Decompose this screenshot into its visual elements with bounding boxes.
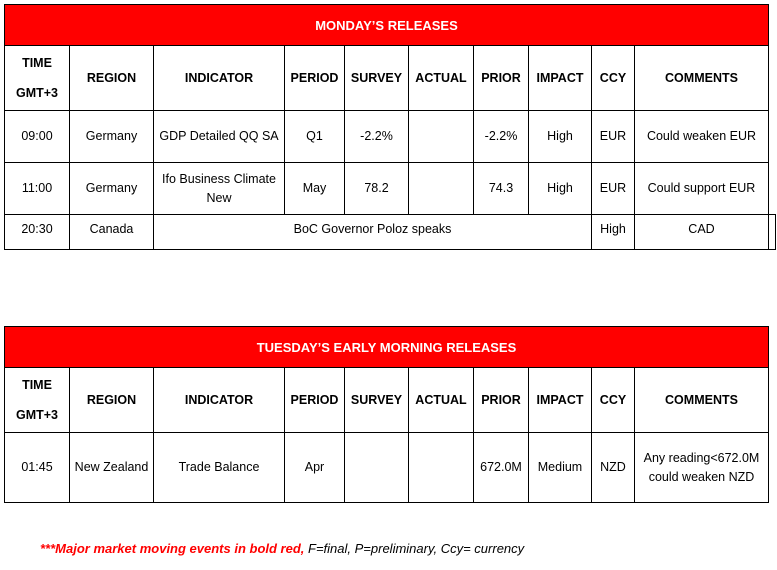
cell-ccy: CAD — [635, 215, 769, 250]
header-comments: COMMENTS — [635, 46, 769, 111]
cell-prior: 672.0M — [474, 433, 529, 503]
cell-time: 20:30 — [5, 215, 70, 250]
table-row — [5, 433, 769, 503]
cell-prior: 74.3 — [474, 163, 529, 215]
cell-impact: High — [529, 111, 592, 163]
cell-survey: 78.2 — [345, 163, 409, 215]
table-header-row — [5, 368, 769, 433]
footnote — [40, 541, 524, 556]
cell-actual — [409, 433, 474, 503]
header-period: PERIOD — [285, 368, 345, 433]
cell-comments: Any reading<672.0M could weaken NZD — [635, 433, 769, 503]
header-survey: SURVEY — [345, 368, 409, 433]
cell-comments — [769, 215, 776, 250]
table-row — [5, 111, 776, 163]
table-header-row — [5, 46, 776, 111]
cell-impact: Medium — [529, 433, 592, 503]
cell-region: Canada — [70, 215, 154, 250]
tuesday-title: TUESDAY’S EARLY MORNING RELEASES — [5, 327, 769, 368]
header-region: REGION — [70, 46, 154, 111]
cell-time: 11:00 — [5, 163, 70, 215]
cell-period: Q1 — [285, 111, 345, 163]
cell-ccy: EUR — [592, 163, 635, 215]
cell-region: Germany — [70, 163, 154, 215]
cell-prior: -2.2% — [474, 111, 529, 163]
header-time: TIME GMT+3 — [5, 46, 70, 111]
cell-actual — [409, 111, 474, 163]
cell-comments: Could weaken EUR — [635, 111, 769, 163]
table-row — [5, 215, 776, 250]
header-ccy: CCY — [592, 368, 635, 433]
header-period: PERIOD — [285, 46, 345, 111]
header-region: REGION — [70, 368, 154, 433]
cell-period: Apr — [285, 433, 345, 503]
header-actual: ACTUAL — [409, 46, 474, 111]
cell-time: 09:00 — [5, 111, 70, 163]
cell-indicator: GDP Detailed QQ SA — [154, 111, 285, 163]
header-actual: ACTUAL — [409, 368, 474, 433]
table-row — [5, 163, 776, 215]
monday-releases-table — [4, 4, 776, 250]
cell-time: 01:45 — [5, 433, 70, 503]
cell-ccy: NZD — [592, 433, 635, 503]
cell-survey — [345, 433, 409, 503]
header-time: TIME GMT+3 — [5, 368, 70, 433]
cell-region: Germany — [70, 111, 154, 163]
cell-impact: High — [529, 163, 592, 215]
cell-ccy: EUR — [592, 111, 635, 163]
header-prior: PRIOR — [474, 46, 529, 111]
header-ccy: CCY — [592, 46, 635, 111]
header-survey: SURVEY — [345, 46, 409, 111]
cell-impact: High — [592, 215, 635, 250]
tuesday-releases-table — [4, 326, 769, 503]
monday-title: MONDAY’S RELEASES — [5, 5, 769, 46]
header-indicator: INDICATOR — [154, 368, 285, 433]
cell-survey: -2.2% — [345, 111, 409, 163]
footnote-text: F=final, P=preliminary, Ccy= currency — [304, 541, 525, 556]
cell-region: New Zealand — [70, 433, 154, 503]
cell-indicator: Trade Balance — [154, 433, 285, 503]
header-impact: IMPACT — [529, 368, 592, 433]
cell-period: May — [285, 163, 345, 215]
cell-indicator: BoC Governor Poloz speaks — [154, 215, 592, 250]
header-impact: IMPACT — [529, 46, 592, 111]
cell-comments: Could support EUR — [635, 163, 769, 215]
footnote-highlight: ***Major market moving events in bold red, — [40, 541, 305, 556]
cell-indicator: Ifo Business Climate New — [154, 163, 285, 215]
header-prior: PRIOR — [474, 368, 529, 433]
cell-actual — [409, 163, 474, 215]
header-comments: COMMENTS — [635, 368, 769, 433]
header-indicator: INDICATOR — [154, 46, 285, 111]
